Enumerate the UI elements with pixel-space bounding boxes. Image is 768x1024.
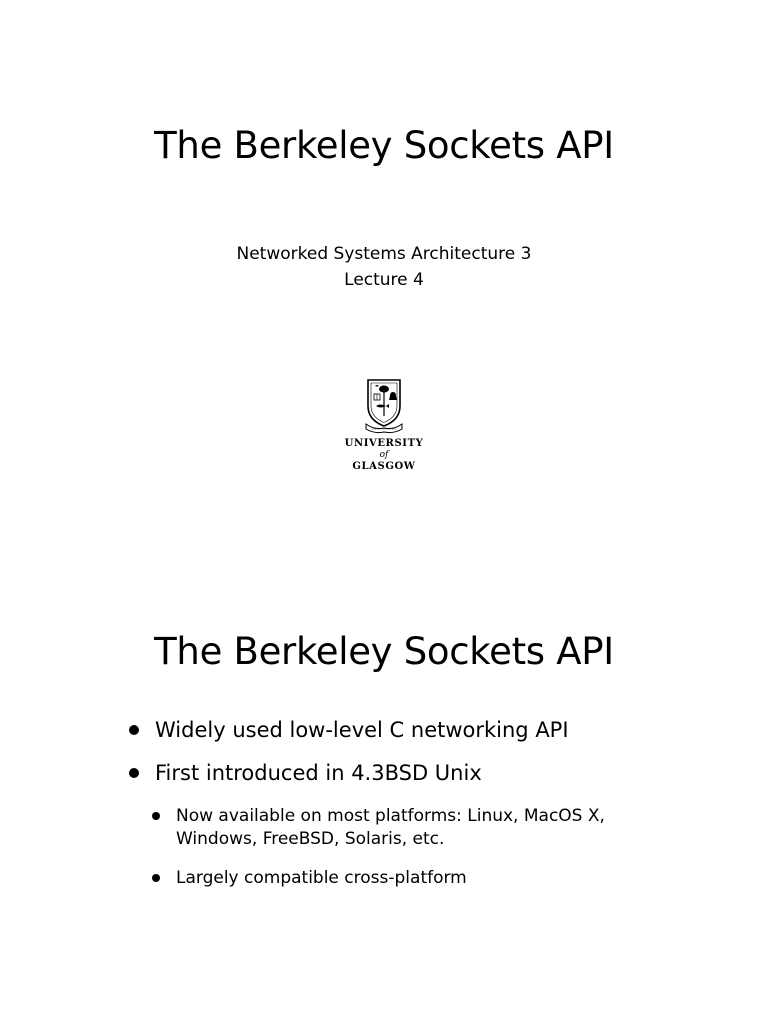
bullet-item: Widely used low-level C networking API: [155, 718, 569, 742]
university-wordmark: [344, 438, 424, 473]
bullet-item: First introduced in 4.3BSD Unix: [155, 761, 482, 785]
university-logo: [344, 376, 424, 488]
logo-line-university: UNIVERSITY: [344, 438, 424, 449]
sub-bullet-item: Largely compatible cross-platform: [176, 867, 656, 890]
sub-bullet-item: Now available on most platforms: Linux, MacOS X, Windows, FreeBSD, Solaris, etc.: [176, 805, 656, 851]
slide-title: The Berkeley Sockets API: [154, 630, 614, 673]
lecture-number: Lecture 4: [344, 270, 424, 290]
content-slide: [0, 512, 768, 1024]
logo-line-of: of: [379, 450, 389, 460]
logo-line-glasgow: GLASGOW: [352, 461, 416, 472]
university-crest-icon: [364, 376, 404, 434]
slide-title: The Berkeley Sockets API: [154, 124, 614, 167]
course-name: Networked Systems Architecture 3: [236, 244, 532, 264]
